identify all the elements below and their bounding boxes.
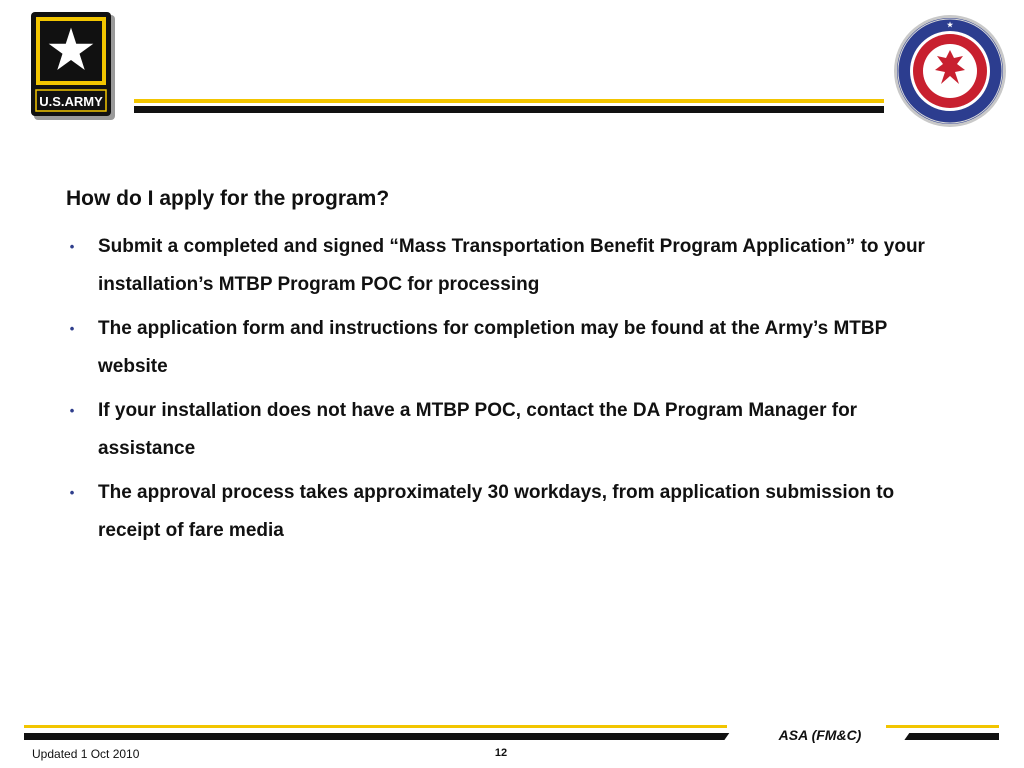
slide-content <box>66 184 946 556</box>
bullet-item <box>66 228 946 304</box>
bullet-text: Submit a completed and signed “Mass Transportation Benefit Program Application” to your installation’s MTBP Program POC for processing <box>98 236 925 295</box>
footer-org: ASA (FM&C) <box>778 727 862 743</box>
bullet-icon: • <box>69 321 75 336</box>
bullet-text: The application form and instructions for completion may be found at the Army’s MTBP website <box>98 318 887 377</box>
bullet-list <box>66 228 946 550</box>
footer-updated-date: Updated 1 Oct 2010 <box>32 747 140 761</box>
army-logo-text: U.S.ARMY <box>39 94 103 109</box>
bullet-item <box>66 310 946 386</box>
bullet-item <box>66 392 946 468</box>
footer-rule-gold <box>24 725 727 728</box>
page-number: 12 <box>494 747 508 759</box>
asa-seal-logo <box>893 14 1007 128</box>
us-army-logo <box>31 12 115 120</box>
bullet-item <box>66 474 946 550</box>
bullet-icon: • <box>69 239 75 254</box>
bullet-text: The approval process takes approximately 30 workdays, from application submission to receipt of fare media <box>98 482 895 541</box>
bullet-icon: • <box>69 485 75 500</box>
header-rule-black <box>134 106 884 113</box>
bullet-text: If your installation does not have a MTBP POC, contact the DA Program Manager for assistance <box>98 400 858 459</box>
bullet-icon: • <box>69 403 75 418</box>
header-rule-gold <box>134 99 884 103</box>
footer-rule-gold-right <box>886 725 999 728</box>
svg-text:★: ★ <box>946 22 954 29</box>
slide-heading: How do I apply for the program? <box>66 187 390 210</box>
